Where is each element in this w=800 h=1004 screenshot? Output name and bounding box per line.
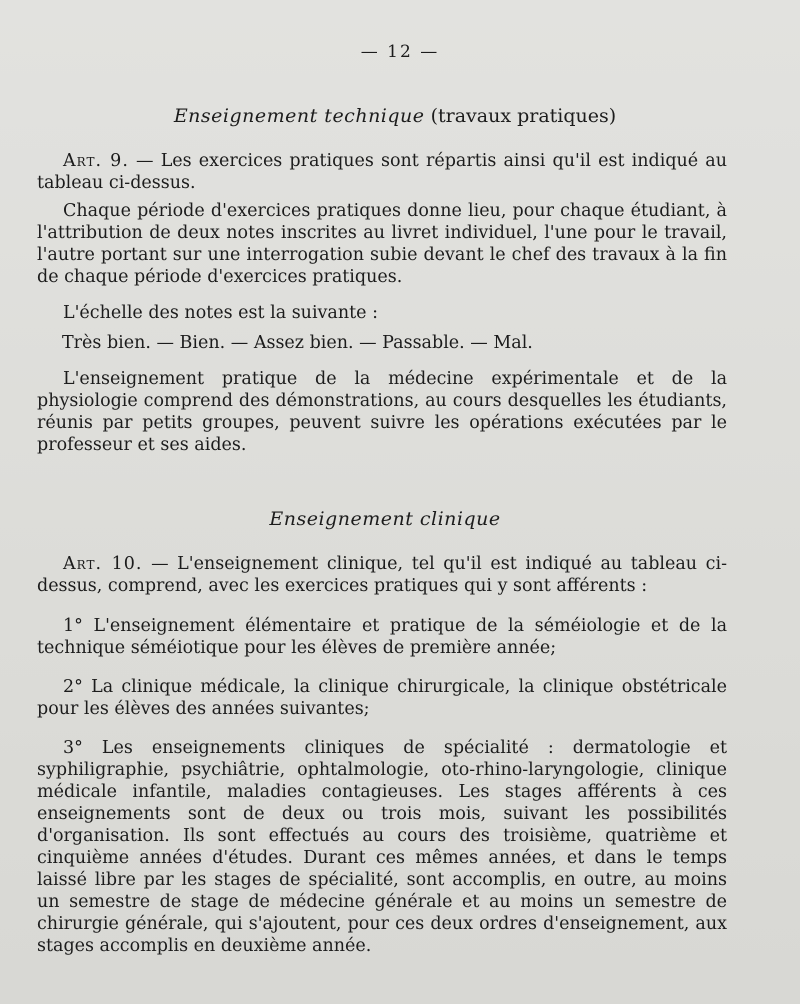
section-title-clinique [0,508,770,530]
paragraph-notes: Chaque période d'exercices pratiques donne lieu, pour chaque étudiant, à l'attribution de deux notes inscrites au livret individuel, l'une pour le travail, l'autre portant sur une interrogation subie devant le chef des travaux à la fin de chaque période d'exercices pratiques. [37,201,727,287]
article-9 [37,150,727,194]
list-item-1: 1° L'enseignement élémentaire et pratique de la séméiologie et de la technique séméiotique pour les élèves de première année; [37,616,727,658]
list-item-3: 3° Les enseignements cliniques de spécialité : dermatologie et syphiligraphie, psychiâtrie, ophtalmologie, oto-rhino-laryngologie, clinique médicale infantile, maladies contagieuses. Les stages afférents à ces enseignements sont de deux ou trois mois, suivant les possibilités d'organisation. Ils sont effectués au cours des troisième, quatrième et cinquième années d'études. Durant ces mêmes années, et dans le temps laissé libre par les stages de spécialité, sont accomplis, en outre, au moins un semestre de stage de médecine générale et au moins un semestre de chirurgie générale, qui s'ajoutent, pour ces deux ordres d'enseignement, aux stages accomplis en deuxième année. [37,738,727,956]
article-label: Art. 10. [63,554,143,574]
section-title-italic: Enseignement technique [173,105,425,127]
article-text: — L'enseignement clinique, tel qu'il est indiqué au tableau ci-dessus, comprend, avec les exercices pratiques qui y sont afférents : [37,554,727,596]
article-label: Art. 9. [63,151,129,171]
section-title-rest: (travaux pratiques) [424,105,617,127]
page-number: — 12 — [360,42,440,62]
paragraph-scale: L'échelle des notes est la suivante : [63,303,378,323]
grades-line: Très bien. — Bien. — Assez bien. — Passable. — Mal. [62,333,533,353]
article-10 [37,553,727,597]
paragraph-physiology: L'enseignement pratique de la médecine expérimentale et de la physiologie comprend des démonstrations, au cours desquelles les étudiants, réunis par petits groupes, peuvent suivre les opérations exécutées par le professeur et ses aides. [37,369,727,455]
section-title-italic: Enseignement clinique [269,508,501,530]
list-item-2: 2° La clinique médicale, la clinique chirurgicale, la clinique obstétricale pour les élèves des années suivantes; [37,677,727,719]
article-text: — Les exercices pratiques sont répartis ainsi qu'il est indiqué au tableau ci-dessus. [37,151,728,193]
section-title-technique [0,105,790,127]
